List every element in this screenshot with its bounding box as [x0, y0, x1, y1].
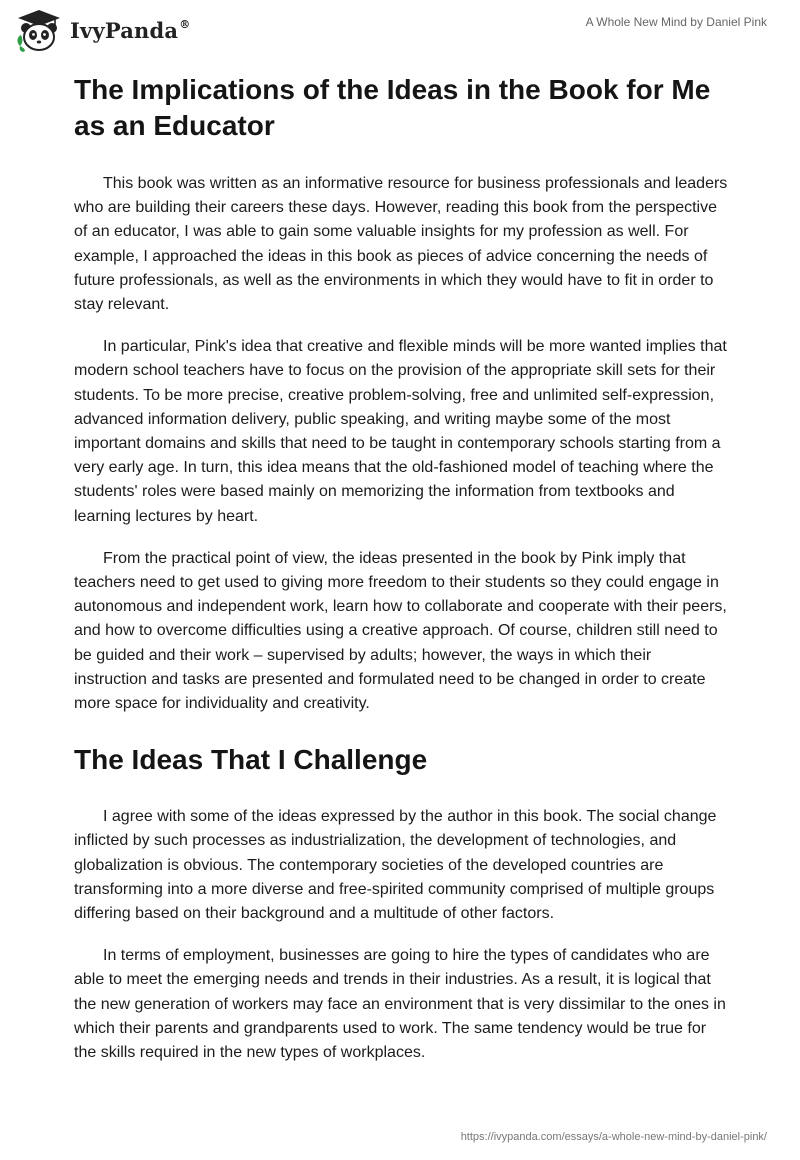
- paragraph: From the practical point of view, the ideas presented in the book by Pink imply that teachers need to get used to giving more freedom to their students so they could engage in autonomous and independent work, learn how to collaborate and cooperate with their peers, and how to overcome difficulties using a creative approach. Of course, children still need to be guided and their work – supervised by adults; however, the ways in which their instruction and tasks are presented and formulated need to be changed in order to create more space for individuality and creativity.: [74, 549, 727, 713]
- paragraph: In particular, Pink's idea that creative and flexible minds will be more wanted implies that modern school teachers have to focus on the provision of the appropriate skill sets for their students. To be more precise, creative problem-solving, free and unlimited self-expression, advanced information delivery, public speaking, and writing maybe some of the most important domains and skills that need to be taught in contemporary schools starting from a very early age. In turn, this idea means that the old-fashioned model of teaching where the students' roles were based mainly on memorizing the information from textbooks and learning lectures by heart.: [74, 338, 727, 525]
- paragraph: This book was written as an informative resource for business professionals and leaders who are building their careers these days. However, reading this book from the perspective of an educator, I was able to gain some valuable insights for my profession as well. For example, I approached the ideas in this book as pieces of advice concerning the needs of future professionals, as well as the environments in which they would have to fit in order to stay relevant.: [74, 175, 728, 314]
- document-title: A Whole New Mind by Daniel Pink: [585, 15, 767, 29]
- section-heading-implications: The Implications of the Ideas in the Book for Me as an Educator: [74, 74, 711, 141]
- paragraph: In terms of employment, businesses are going to hire the types of candidates who are able to meet the emerging needs and trends in their industries. As a result, it is logical that the new generation of workers may face an environment that is very dissimilar to the ones in which their parents and grandparents used to work. The same tendency would be true for the skills required in the new types of workplaces.: [74, 947, 726, 1062]
- brand-name: IvyPanda®: [70, 17, 191, 43]
- page-header: [0, 0, 800, 60]
- ivypanda-logo[interactable]: [14, 8, 190, 52]
- panda-graduate-icon: [14, 8, 64, 52]
- essay-content: [74, 72, 728, 1065]
- paragraph: I agree with some of the ideas expressed by the author in this book. The social change inflicted by such processes as industrialization, the development of technologies, and globalization is obvious. The contemporary societies of the developed countries are transforming into a more diverse and free-spirited community comprised of multiple groups differing based on their background and a multitude of other factors.: [74, 808, 717, 923]
- section-heading-challenge: The Ideas That I Challenge: [74, 744, 428, 776]
- source-url[interactable]: https://ivypanda.com/essays/a-whole-new-mind-by-daniel-pink/: [460, 1131, 767, 1143]
